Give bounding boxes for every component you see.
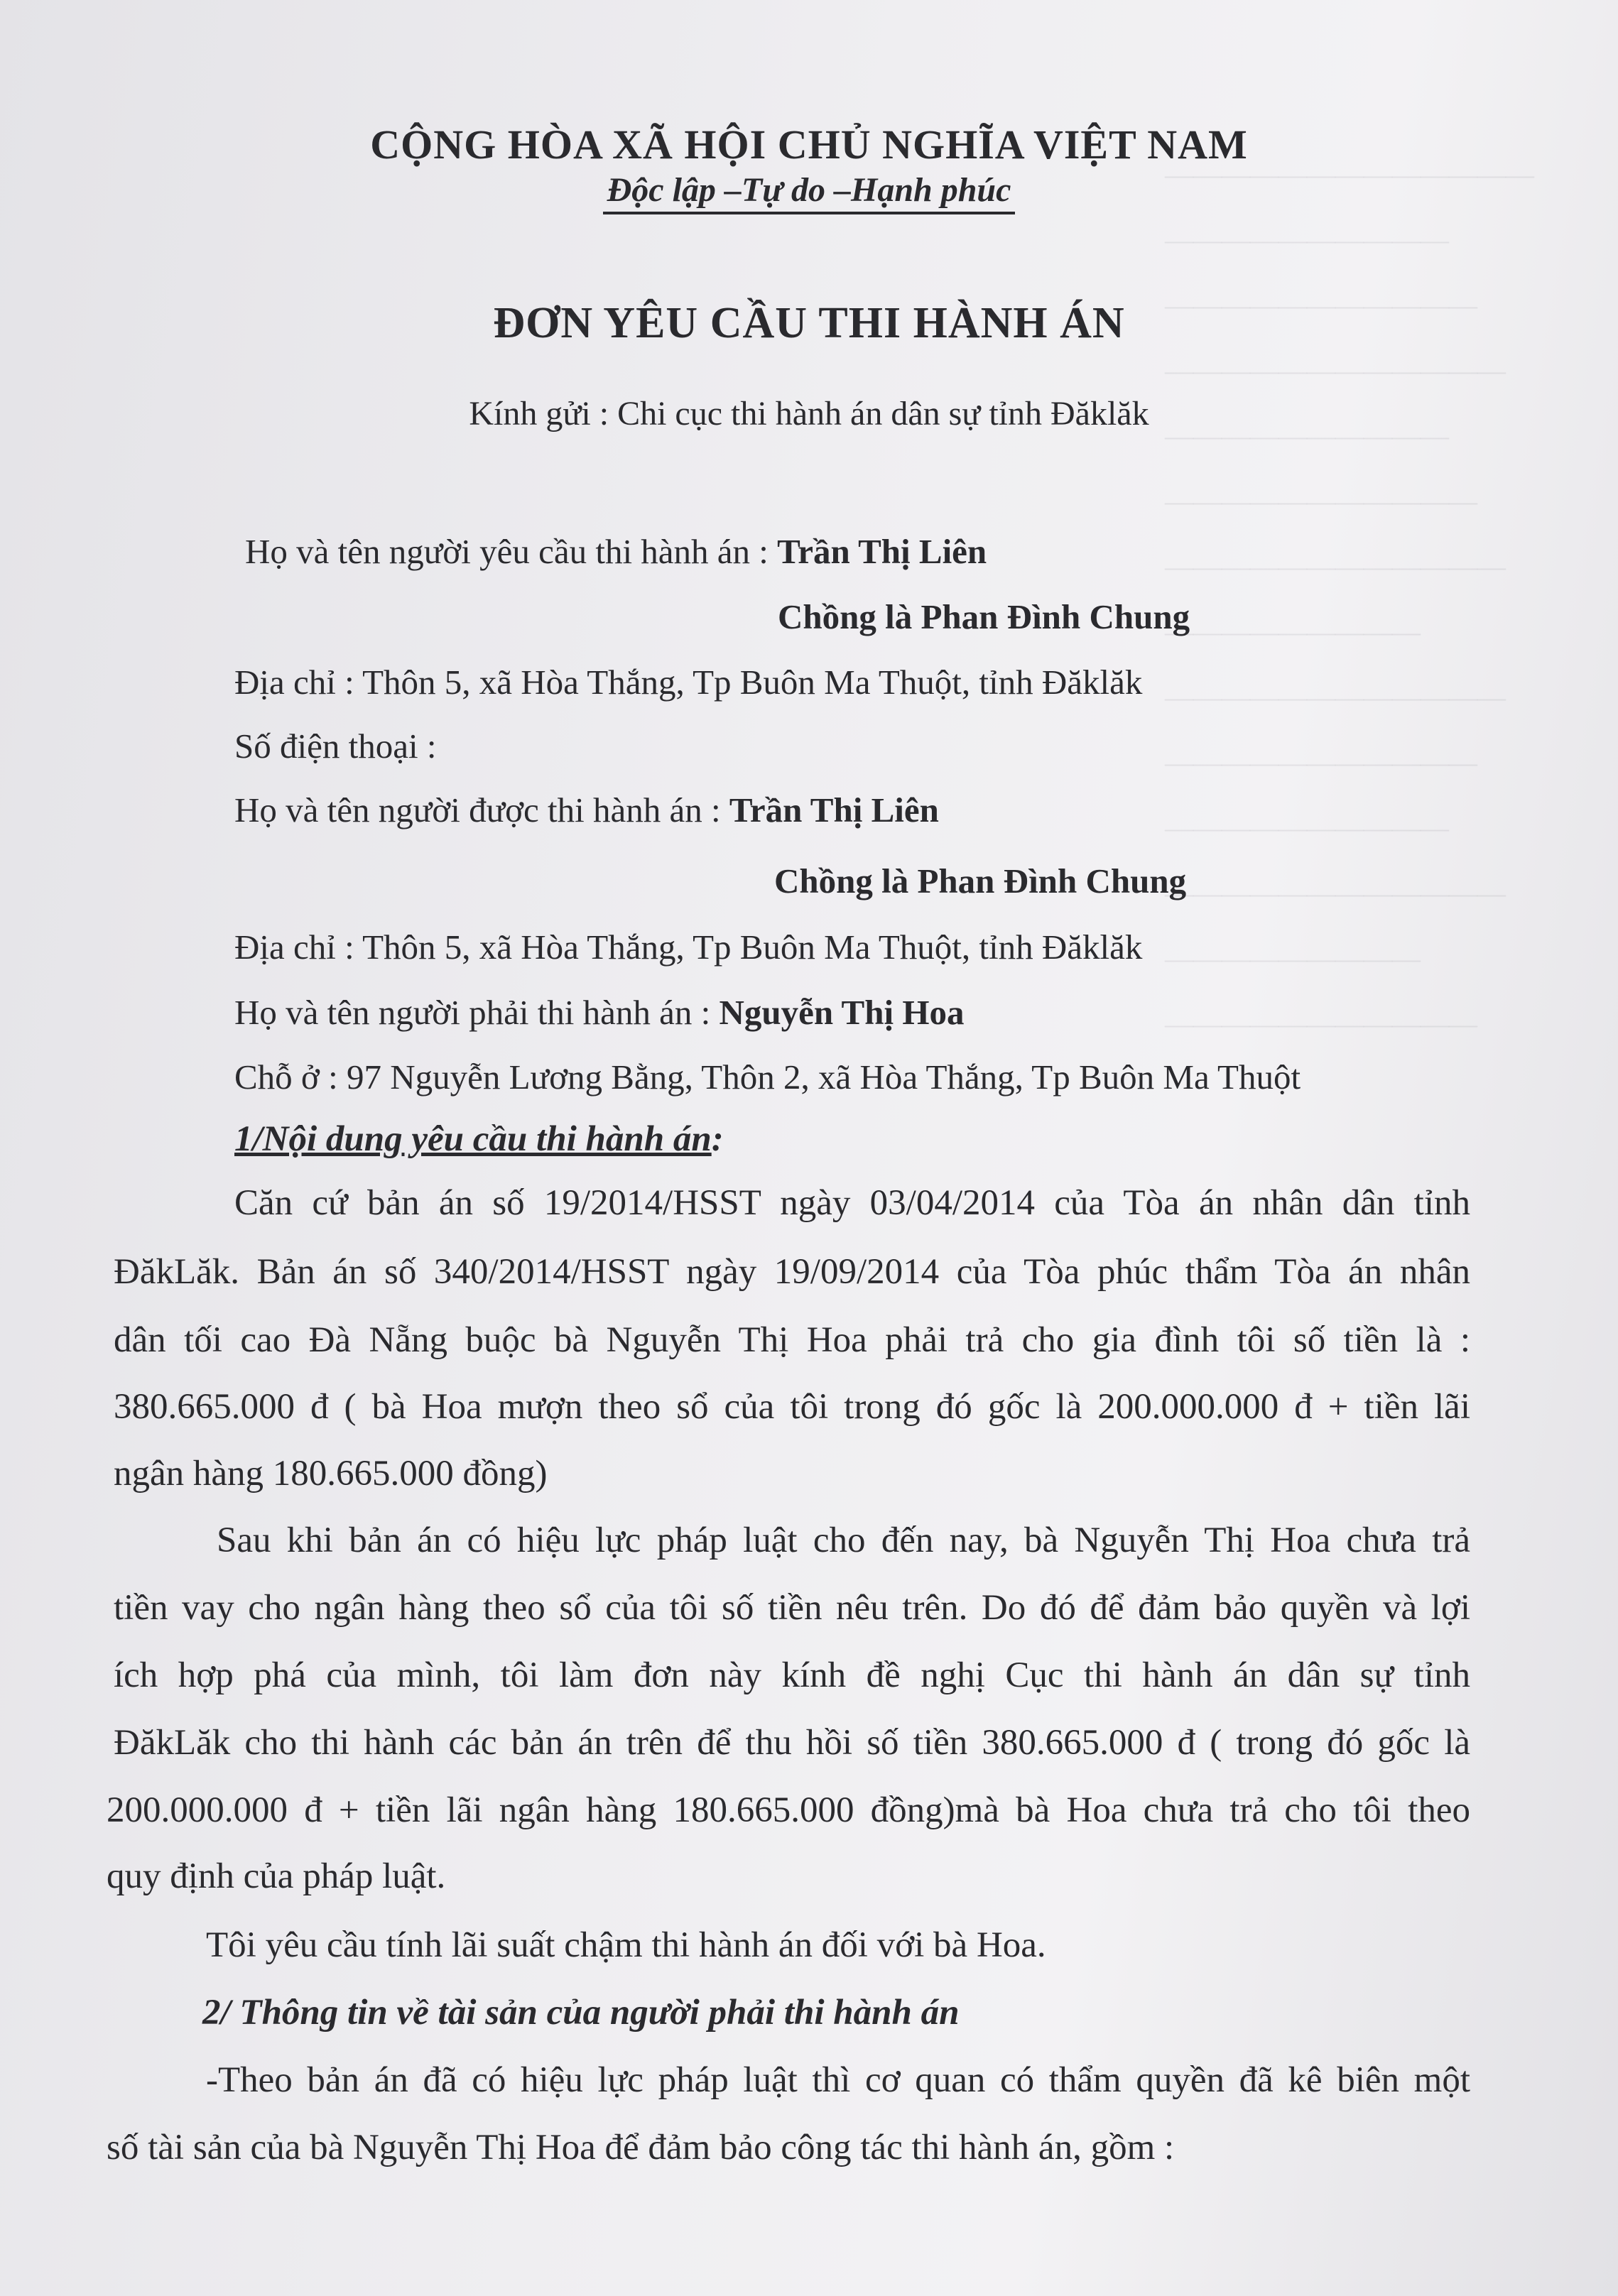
section1-p1-line: dân tối cao Đà Nẵng buộc bà Nguyễn Thị Hoa phải trả cho gia đình tôi số tiền là :	[114, 1320, 1470, 1360]
beneficiary-spouse: Chồng là Phan Đình Chung	[774, 861, 1187, 901]
document-title: ĐƠN YÊU CẦU THI HÀNH ÁN	[493, 299, 1125, 347]
bleed-through-texture: ————————————— —————————— ——————————— ———————————— —————————— ——————————— ———————————— ————————— ———————————— ——————————— —————————— ———————————— ————————— ———————————	[1165, 158, 1534, 1040]
beneficiary-line	[234, 790, 939, 830]
beneficiary-label: Họ và tên người được thi hành án :	[234, 790, 721, 829]
section1-p2-line: 200.000.000 đ + tiền lãi ngân hàng 180.665.000 đồng)mà bà Hoa chưa trả cho tôi theo	[107, 1790, 1470, 1830]
obligor-name: Nguyễn Thị Hoa	[719, 993, 965, 1032]
section1-p2-line: ích hợp phá của mình, tôi làm đơn này kính đề nghị Cục thi hành án dân sự tỉnh	[114, 1655, 1470, 1695]
section2-heading: 2/ Thông tin về tài sản của người phải thi hành án	[202, 1993, 960, 2033]
requester-label: Họ và tên người yêu cầu thi hành án :	[245, 532, 769, 571]
section1-p1-line: ĐăkLăk. Bản án số 340/2014/HSST ngày 19/09/2014 của Tòa phúc thẩm Tòa án nhân	[114, 1252, 1470, 1292]
section1-p2-line: tiền vay cho ngân hàng theo sổ của tôi số tiền nêu trên. Do đó để đảm bảo quyền và lợi	[114, 1588, 1470, 1628]
section1-heading: 1/Nội dung yêu cầu thi hành án:	[234, 1119, 724, 1159]
section1-p2-line: quy định của pháp luật.	[107, 1856, 446, 1896]
section1-p1-line: 380.665.000 đ ( bà Hoa mượn theo sổ của tôi trong đó gốc là 200.000.000 đ + tiền lãi	[114, 1387, 1470, 1427]
section1-p1-line: ngân hàng 180.665.000 đồng)	[114, 1454, 548, 1494]
section2-p1-line: -Theo bản án đã có hiệu lực pháp luật thì cơ quan có thẩm quyền đã kê biên một	[206, 2060, 1470, 2100]
beneficiary-name: Trần Thị Liên	[729, 790, 939, 829]
beneficiary-address: Địa chỉ : Thôn 5, xã Hòa Thắng, Tp Buôn Ma Thuột, tỉnh Đăklăk	[234, 927, 1143, 967]
obligor-residence: Chỗ ở : 97 Nguyễn Lương Bằng, Thôn 2, xã Hòa Thắng, Tp Buôn Ma Thuột	[234, 1057, 1301, 1097]
phone-label: Số điện thoại :	[234, 727, 437, 766]
section1-p2-line: ĐăkLăk cho thi hành các bản án trên để thu hồi số tiền 380.665.000 đ ( trong đó gốc là	[114, 1723, 1470, 1763]
requester-address: Địa chỉ : Thôn 5, xã Hòa Thắng, Tp Buôn Ma Thuột, tỉnh Đăklăk	[234, 663, 1143, 702]
recipient-line: Kính gửi : Chi cục thi hành án dân sự tỉnh Đăklăk	[469, 395, 1149, 432]
requester-line	[245, 531, 987, 572]
obligor-line	[234, 992, 964, 1033]
national-title: CỘNG HÒA XÃ HỘI CHỦ NGHĨA VIỆT NAM	[370, 121, 1248, 168]
requester-name: Trần Thị Liên	[777, 532, 987, 571]
requester-spouse: Chồng là Phan Đình Chung	[778, 597, 1190, 636]
section1-p1-line: Căn cứ bản án số 19/2014/HSST ngày 03/04/2014 của Tòa án nhân dân tỉnh	[234, 1183, 1470, 1223]
section1-p3: Tôi yêu cầu tính lãi suất chậm thi hành án đối với bà Hoa.	[206, 1925, 1046, 1965]
obligor-label: Họ và tên người phải thi hành án :	[234, 993, 711, 1032]
motto: Độc lập –Tự do –Hạnh phúc	[603, 171, 1016, 214]
section1-p2-line: Sau khi bản án có hiệu lực pháp luật cho đến nay, bà Nguyễn Thị Hoa chưa trả	[217, 1520, 1470, 1560]
section2-p1-line: số tài sản của bà Nguyễn Thị Hoa để đảm bảo công tác thi hành án, gồm :	[107, 2128, 1175, 2167]
